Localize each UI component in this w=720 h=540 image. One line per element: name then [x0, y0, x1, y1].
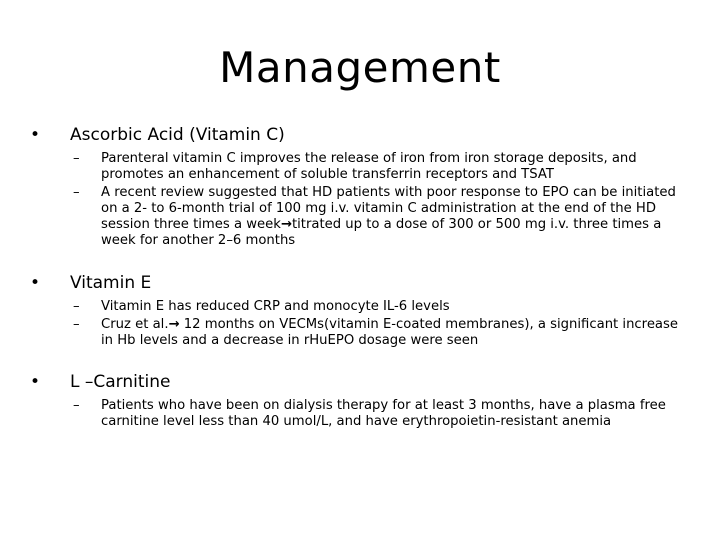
- right-arrow-icon: →: [280, 217, 292, 232]
- dash-icon: –: [73, 317, 80, 332]
- sub-item-l-carnitine-1: [70, 398, 690, 430]
- bullet-dot-icon: •: [30, 372, 41, 392]
- sub-item-vitamin-e-2: [70, 317, 690, 349]
- sub-item-vitamin-c-2: [70, 185, 690, 249]
- bullet-heading-vitamin-c: Ascorbic Acid (Vitamin C): [70, 125, 285, 145]
- sub-item-text-after-arrow: 12 months on VECMs(vitamin E-coated membranes), a significant increase in Hb levels and a decrease in rHuEPO dosage were seen: [101, 317, 678, 348]
- right-arrow-icon: →: [168, 317, 180, 332]
- sub-item-text: Parenteral vitamin C improves the release of iron from iron storage deposits, and promotes an enhancement of soluble transferrin receptors and TSAT: [101, 151, 637, 182]
- sublist-vitamin-c: [70, 151, 690, 249]
- bullet-vitamin-c: [30, 124, 690, 146]
- sub-item-text: Patients who have been on dialysis therapy for at least 3 months, have a plasma free carnitine level less than 40 umol/L, and have erythropoietin-resistant anemia: [101, 398, 666, 429]
- dash-icon: –: [73, 398, 80, 413]
- dash-icon: –: [73, 299, 80, 314]
- dash-icon: –: [73, 185, 80, 200]
- sub-item-vitamin-c-1: [70, 151, 690, 183]
- bullet-heading-l-carnitine: L –Carnitine: [70, 372, 171, 392]
- bullet-dot-icon: •: [30, 125, 41, 145]
- sublist-vitamin-e: [70, 299, 690, 349]
- sub-item-text-before-arrow: Cruz et al.: [101, 317, 169, 332]
- sub-item-text-before-arrow: A recent review suggested that HD patients with poor response to EPO can be initiated on a 2- to 6-month trial of 100 mg i.v. vitamin C administration at the end of the HD session three times a week: [101, 185, 676, 232]
- bullet-vitamin-e: [30, 272, 690, 294]
- sub-item-text-after-arrow: titrated up to a dose of 300 or 500 mg i.v. three times a week for another 2–6 months: [101, 217, 662, 248]
- sub-item-vitamin-e-1: [70, 299, 690, 315]
- bullet-l-carnitine: [30, 371, 690, 393]
- bullet-heading-vitamin-e: Vitamin E: [70, 273, 152, 293]
- slide-content: [30, 124, 690, 430]
- dash-icon: –: [73, 151, 80, 166]
- sublist-l-carnitine: [70, 398, 690, 430]
- sub-item-text: Vitamin E has reduced CRP and monocyte IL-6 levels: [101, 299, 450, 314]
- bullet-dot-icon: •: [30, 273, 41, 293]
- slide-title: Management: [219, 43, 501, 92]
